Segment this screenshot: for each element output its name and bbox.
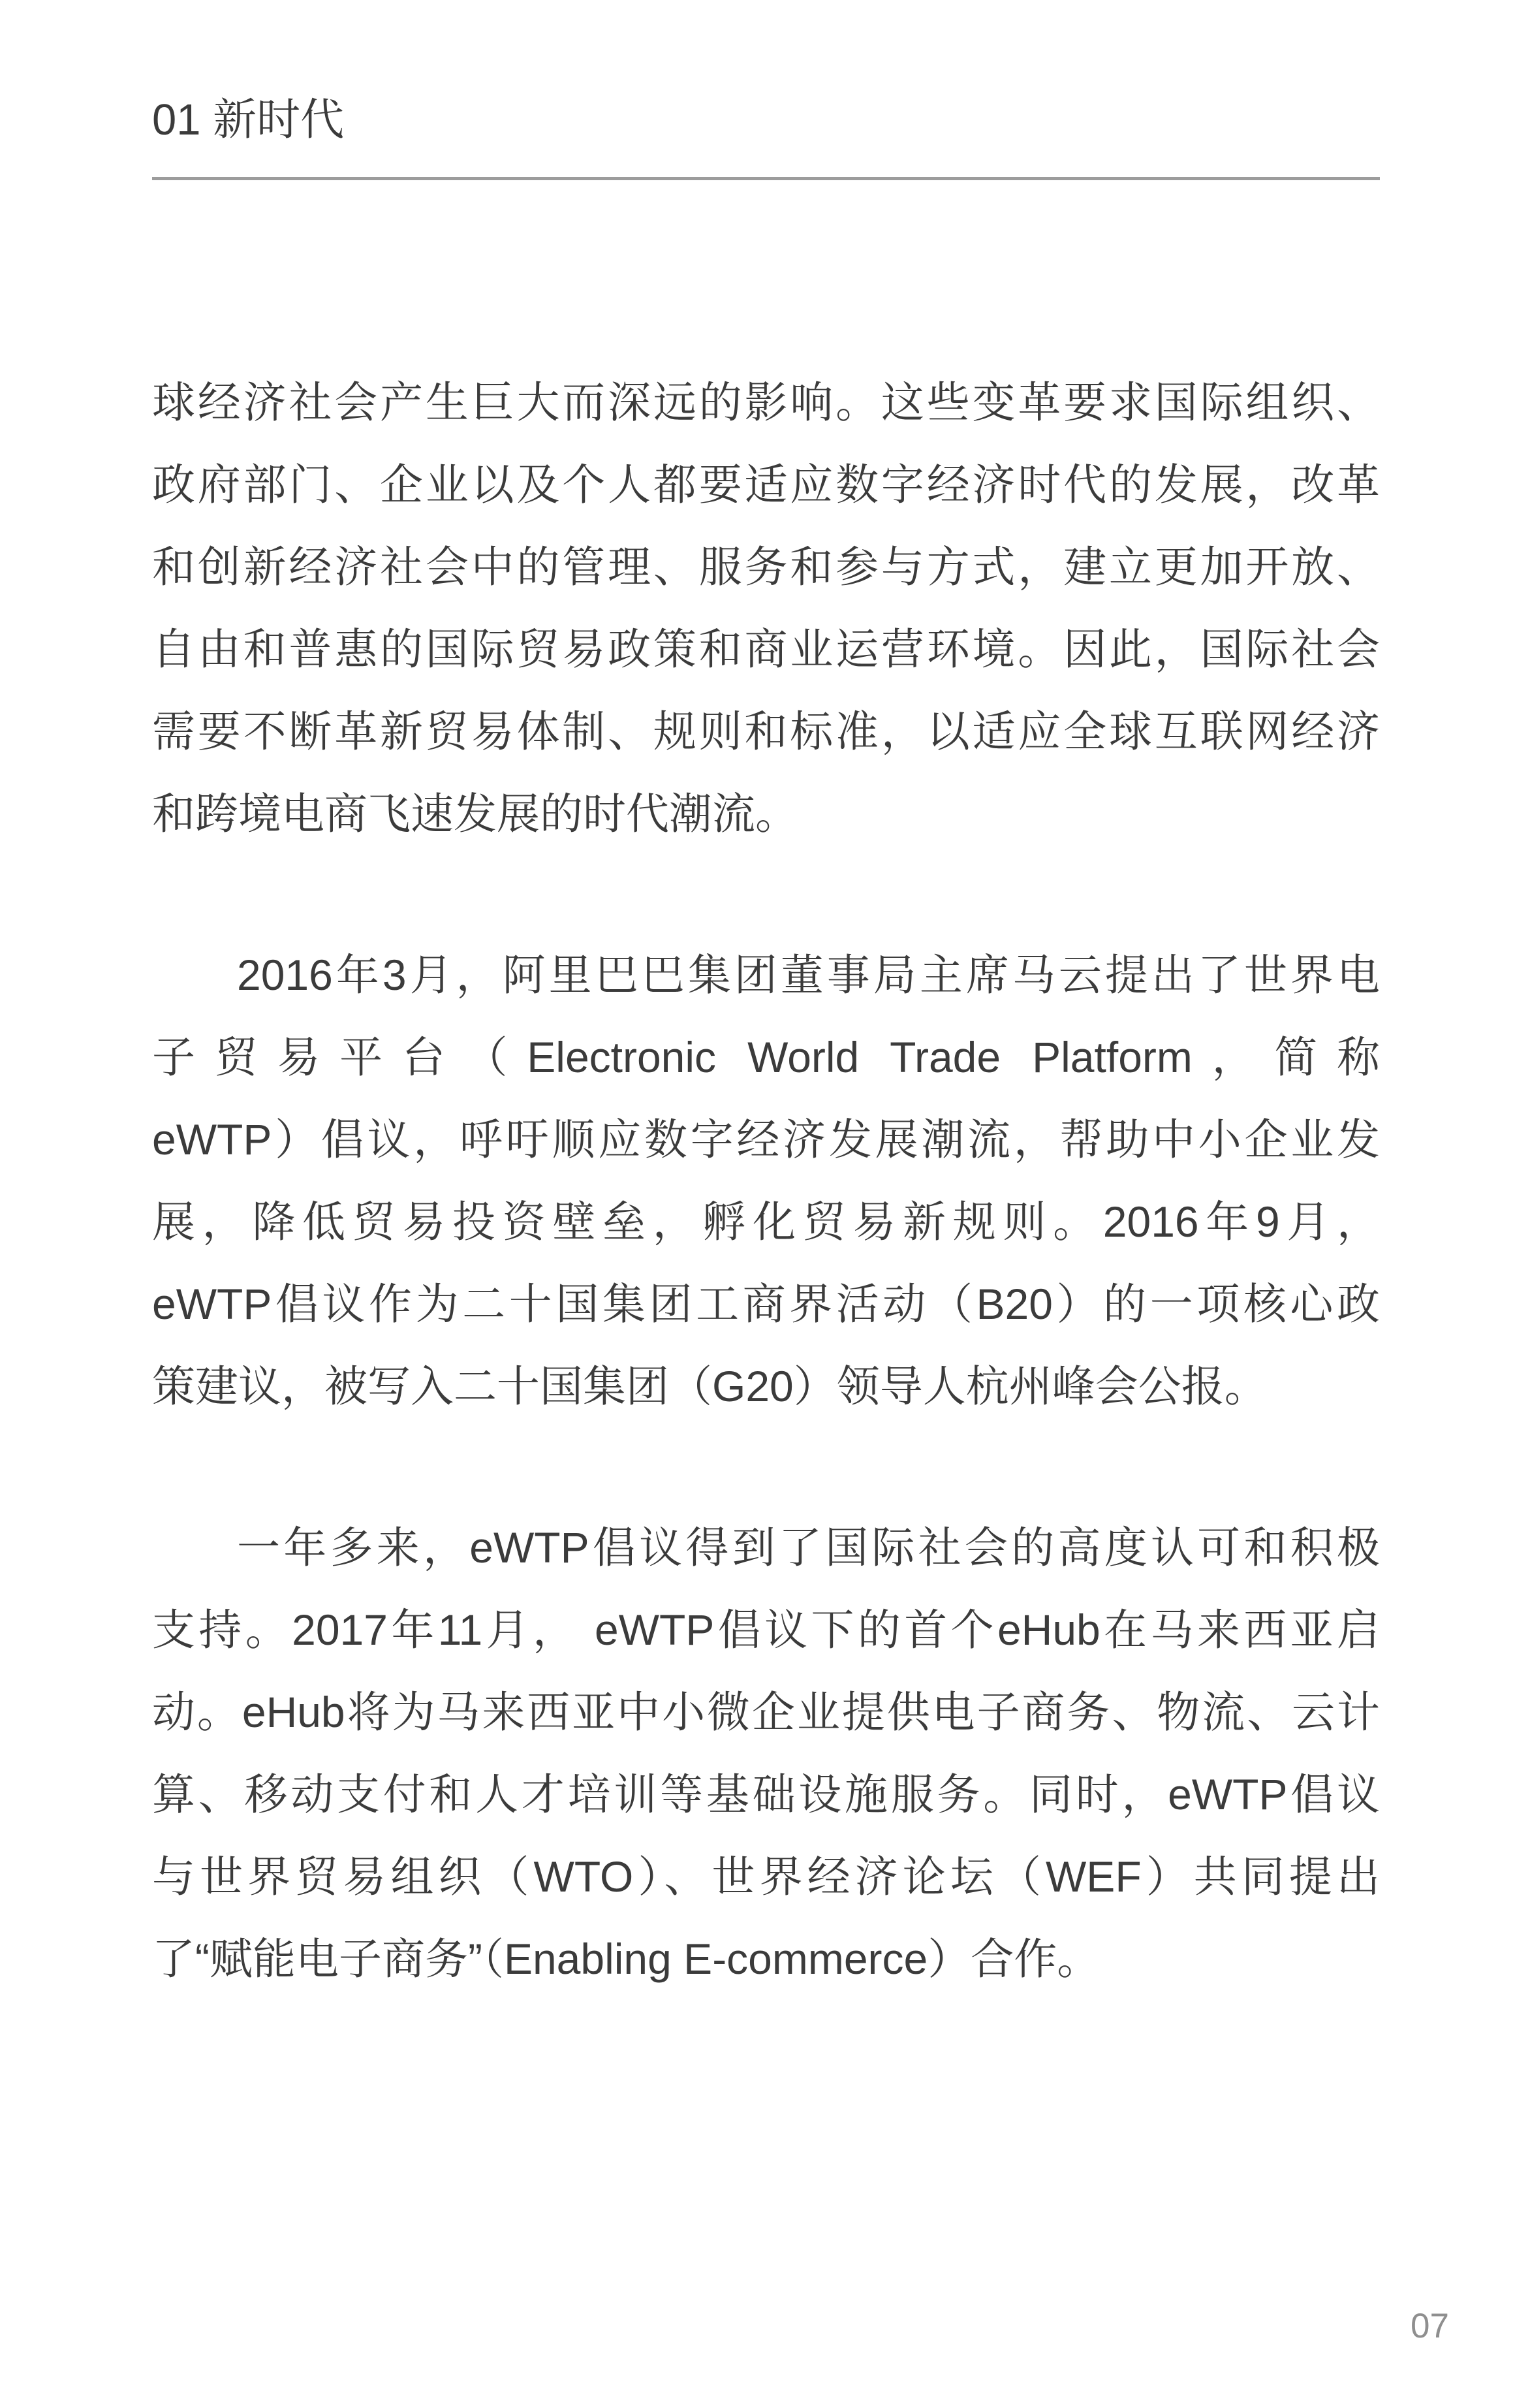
paragraph <box>152 1506 1380 2000</box>
text-line: 球经济社会产生巨大而深远的影响。这些变革要求国际组织、 <box>152 378 1380 426</box>
text-line: 动。eHub将为马来西亚中小微企业提供电子商务、物流、云计 <box>152 1688 1380 1736</box>
text-line: 了“赋能电子商务”（Enabling E-commerce）合作。 <box>152 1935 1101 1983</box>
header-divider <box>152 177 1380 180</box>
text-line: 需要不断革新贸易体制、规则和标准，以适应全球互联网经济 <box>152 707 1380 755</box>
text-line: 一年多来，eWTP倡议得到了国际社会的高度认可和积极 <box>237 1523 1380 1572</box>
text-line: 和跨境电商飞速发展的时代潮流。 <box>152 789 798 838</box>
text-line: 和创新经济社会中的管理、服务和参与方式，建立更加开放、 <box>152 543 1380 591</box>
paragraph <box>152 361 1380 855</box>
page-number: 07 <box>1411 2307 1449 2345</box>
text-line: 2016年3月，阿里巴巴集团董事局主席马云提出了世界电 <box>237 951 1380 999</box>
text-line: 与世界贸易组织（WTO）、世界经济论坛（WEF）共同提出 <box>152 1852 1380 1901</box>
text-line: 算、移动支付和人才培训等基础设施服务。同时，eWTP倡议 <box>152 1770 1380 1818</box>
text-line: eWTP）倡议，呼吁顺应数字经济发展潮流，帮助中小企业发 <box>152 1115 1380 1164</box>
page-title: 01 新时代 <box>152 95 345 144</box>
text-line: 子贸易平台（Electronic World Trade Platform，简称 <box>152 1033 1380 1081</box>
text-line: 策建议，被写入二十国集团（G20）领导人杭州峰会公报。 <box>152 1362 1268 1410</box>
paragraph <box>152 934 1380 1427</box>
text-line: 政府部门、企业以及个人都要适应数字经济时代的发展，改革 <box>152 460 1380 509</box>
text-line: 支持。2017年11月， eWTP倡议下的首个eHub在马来西亚启 <box>152 1606 1380 1654</box>
body-text <box>152 361 1380 2000</box>
text-line: eWTP倡议作为二十国集团工商界活动（B20）的一项核心政 <box>152 1280 1380 1328</box>
text-line: 自由和普惠的国际贸易政策和商业运营环境。因此，国际社会 <box>152 625 1380 673</box>
text-line: 展，降低贸易投资壁垒，孵化贸易新规则。2016年9月， <box>152 1197 1380 1246</box>
